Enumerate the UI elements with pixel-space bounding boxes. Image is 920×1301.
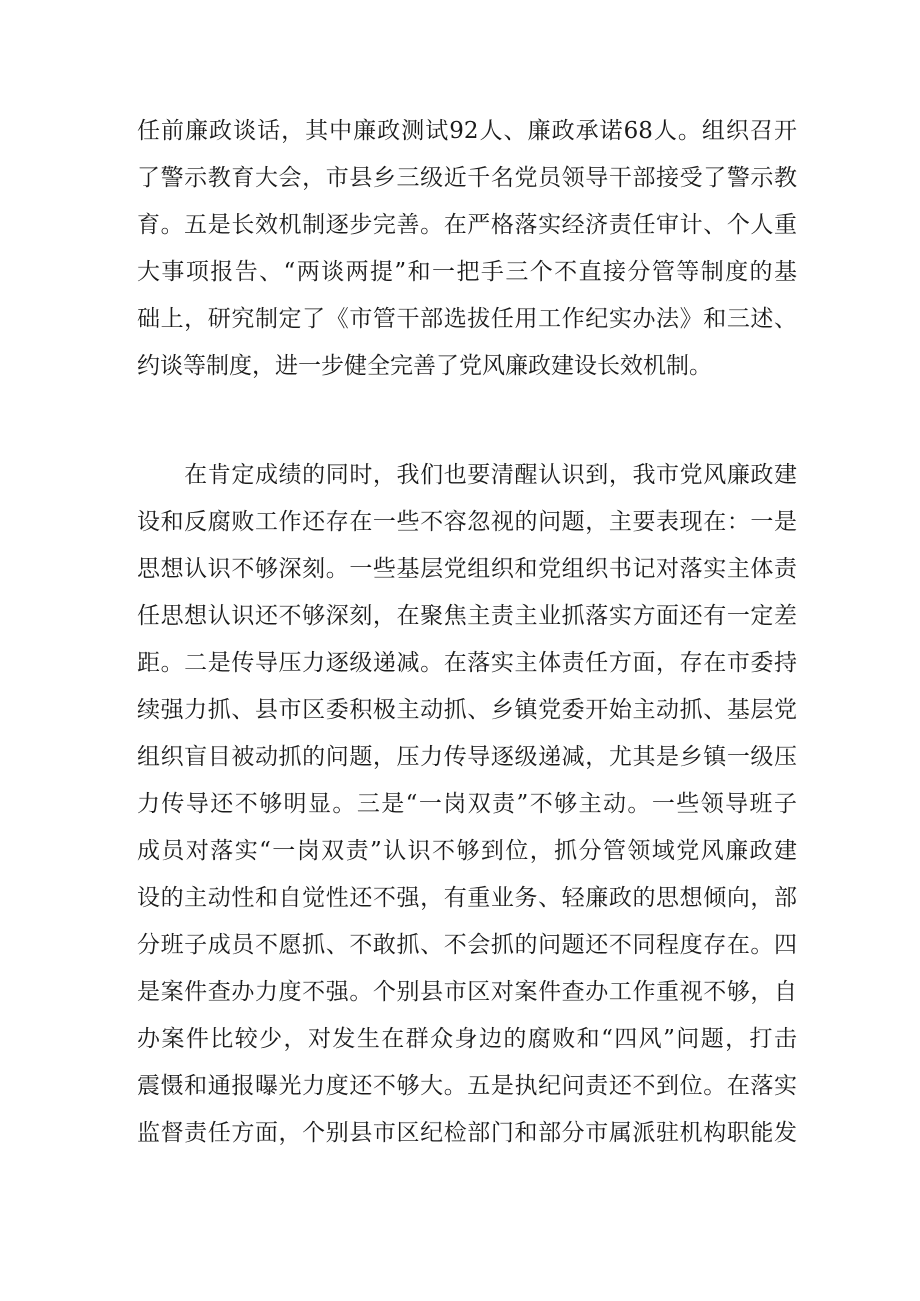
paragraph-spacer: [137, 390, 797, 452]
paragraph-2-line: 是案件查办力度不强。个别县市区对案件查办工作重视不够，自: [137, 979, 797, 1005]
paragraph-2-line: 办案件比较少，对发生在群众身边的腐败和“四风”问题，打击: [137, 1026, 797, 1052]
paragraph-1: [137, 108, 797, 390]
paragraph-1-line: 础上，研究制定了《市管干部选拔任用工作纪实办法》和三述、: [137, 306, 797, 332]
paragraph-2-line: 组织盲目被动抓的问题，压力传导逐级递减，尤其是乡镇一级压: [137, 744, 797, 770]
paragraph-2-line: 震慑和通报曝光力度还不够大。五是执纪问责还不到位。在落实: [137, 1073, 797, 1099]
paragraph-2-line: 分班子成员不愿抓、不敢抓、不会抓的问题还不同程度存在。四: [137, 932, 797, 958]
document-body: [137, 108, 797, 1157]
paragraph-2-line: 监督责任方面，个别县市区纪检部门和部分市属派驻机构职能发: [137, 1120, 797, 1146]
paragraph-1-line: 了警示教育大会，市县乡三级近千名党员领导干部接受了警示教: [137, 165, 797, 191]
paragraph-2-line: 距。二是传导压力逐级递减。在落实主体责任方面，存在市委持: [137, 650, 797, 676]
paragraph-1-line: 任前廉政谈话，其中廉政测试92人、廉政承诺68人。组织召开: [137, 118, 797, 144]
paragraph-2-line: 力传导还不够明显。三是“一岗双责”不够主动。一些领导班子: [137, 791, 797, 817]
paragraph-2-line: 续强力抓、县市区委积极主动抓、乡镇党委开始主动抓、基层党: [137, 697, 797, 723]
paragraph-2-line: 成员对落实“一岗双责”认识不够到位，抓分管领域党风廉政建: [137, 838, 797, 864]
paragraph-1-line: 育。五是长效机制逐步完善。在严格落实经济责任审计、个人重: [137, 212, 797, 238]
paragraph-2-line: 设和反腐败工作还存在一些不容忽视的问题，主要表现在：一是: [137, 509, 797, 535]
paragraph-2: [137, 452, 797, 1157]
paragraph-2-line: 在肯定成绩的同时，我们也要清醒认识到，我市党风廉政建: [137, 462, 797, 488]
paragraph-2-line: 思想认识不够深刻。一些基层党组织和党组织书记对落实主体责: [137, 556, 797, 582]
paragraph-2-line: 设的主动性和自觉性还不强，有重业务、轻廉政的思想倾向，部: [137, 885, 797, 911]
paragraph-1-line: 大事项报告、“两谈两提”和一把手三个不直接分管等制度的基: [137, 259, 797, 285]
paragraph-2-line: 任思想认识还不够深刻，在聚焦主责主业抓落实方面还有一定差: [137, 603, 797, 629]
paragraph-1-line: 约谈等制度，进一步健全完善了党风廉政建设长效机制。: [137, 353, 712, 379]
